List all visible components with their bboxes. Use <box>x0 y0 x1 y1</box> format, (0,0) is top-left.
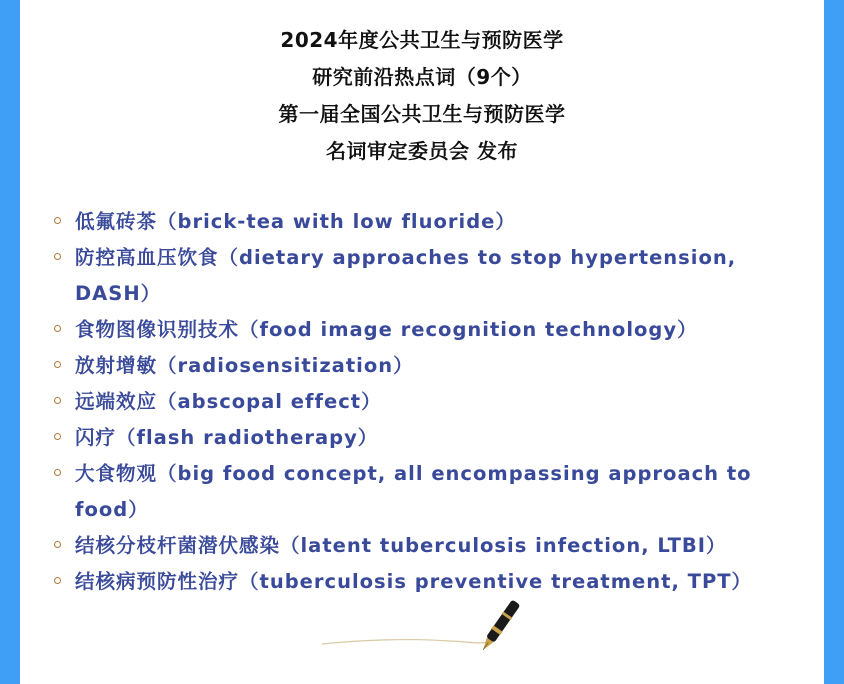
bullet-circle-icon <box>54 217 61 224</box>
left-border-bar <box>0 0 20 684</box>
bullet-circle-icon <box>54 433 61 440</box>
list-item <box>50 528 790 564</box>
list-item <box>50 564 790 600</box>
bullet-circle-icon <box>54 469 61 476</box>
header-title-line-2: 研究前沿热点词（9个） <box>312 65 532 89</box>
list-item <box>50 240 790 312</box>
list-item <box>50 456 790 528</box>
list-item <box>50 384 790 420</box>
term-text: 放射增敏（radiosensitization） <box>75 354 414 377</box>
term-text: 远端效应（abscopal effect） <box>75 390 382 413</box>
bullet-circle-icon <box>54 325 61 332</box>
list-item <box>50 348 790 384</box>
header-publisher-line-1: 第一届全国公共卫生与预防医学 <box>278 102 566 126</box>
right-border-bar <box>824 0 844 684</box>
term-text: 防控高血压饮食（dietary approaches to stop hypertension, DASH） <box>75 246 737 305</box>
bullet-circle-icon <box>54 361 61 368</box>
list-item <box>50 420 790 456</box>
term-list <box>50 204 790 600</box>
article-header <box>20 22 824 170</box>
list-item <box>50 204 790 240</box>
bullet-circle-icon <box>54 577 61 584</box>
term-text: 食物图像识别技术（food image recognition technology） <box>75 318 698 341</box>
header-publisher-line-2: 名词审定委员会 发布 <box>326 139 518 163</box>
fountain-pen-icon <box>320 600 530 660</box>
term-text: 闪疗（flash radiotherapy） <box>75 426 379 449</box>
term-text: 大食物观（big food concept, all encompassing approach to food） <box>75 462 752 521</box>
bullet-circle-icon <box>54 397 61 404</box>
bullet-circle-icon <box>54 541 61 548</box>
header-title-line-1: 2024年度公共卫生与预防医学 <box>280 28 564 52</box>
term-text: 低氟砖茶（brick-tea with low fluoride） <box>75 210 516 233</box>
term-text: 结核分枝杆菌潜伏感染（latent tuberculosis infection, LTBI） <box>75 534 727 557</box>
term-text: 结核病预防性治疗（tuberculosis preventive treatment, TPT） <box>75 570 753 593</box>
list-item <box>50 312 790 348</box>
bullet-circle-icon <box>54 253 61 260</box>
